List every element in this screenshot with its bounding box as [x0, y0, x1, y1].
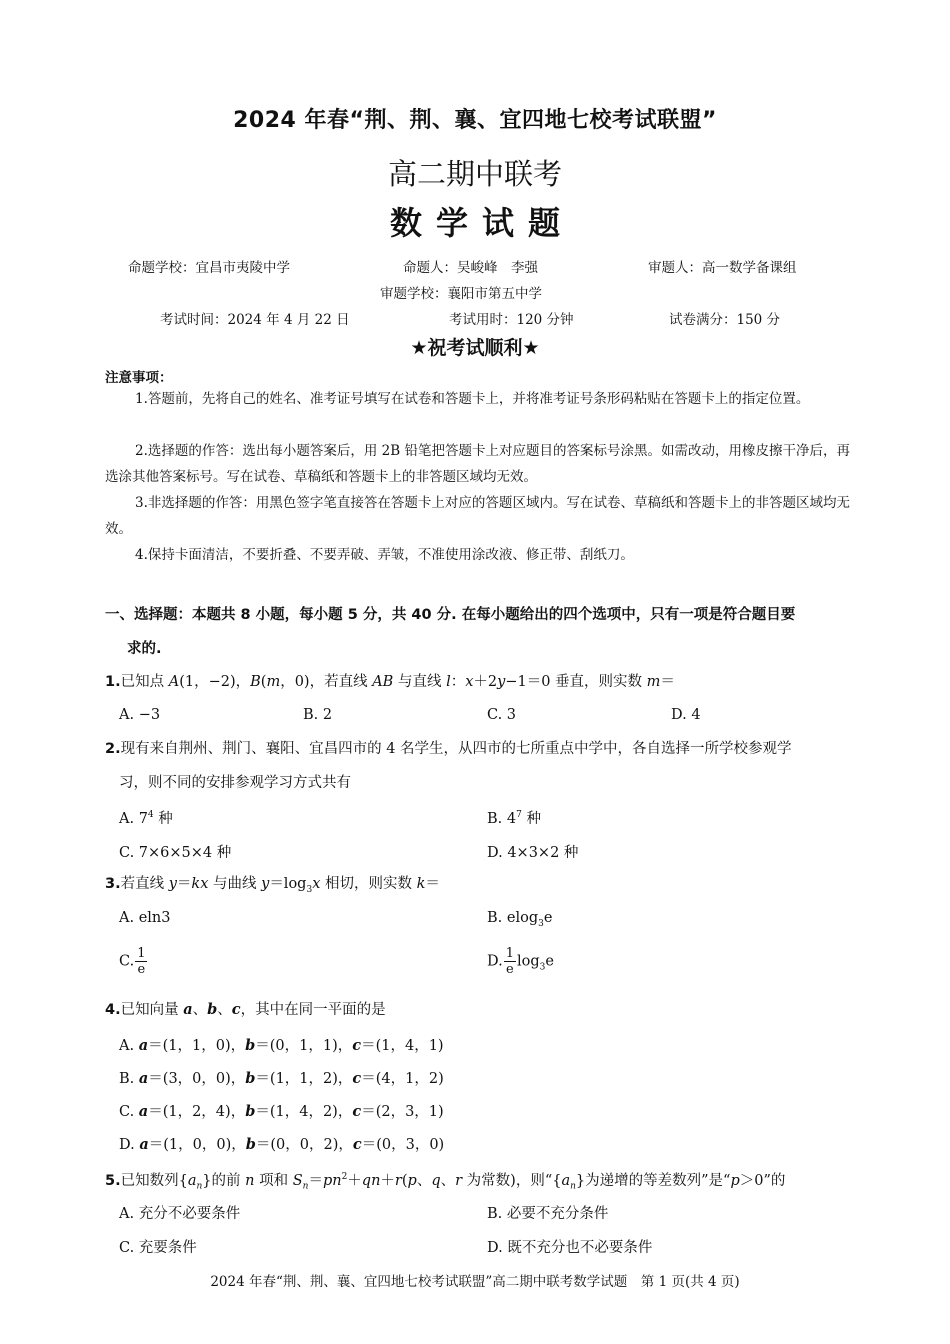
vector-symbol: a: [138, 1037, 149, 1054]
q-text: 已知向量: [120, 1002, 184, 1018]
exam-duration: 考试用时：120 分钟: [449, 312, 574, 328]
question-number: 2.: [105, 741, 121, 757]
note-item: 1.答题前，先将自己的姓名、准考证号填写在试卷和答题卡上，并将准考证号条形码粘贴在答题卡上的指定位置。: [135, 391, 810, 407]
q-text: ，0)，若直线: [280, 674, 373, 690]
vector-value: (1，1，2)，: [269, 1071, 353, 1087]
section-heading-line1: 一、选择题：本题共 8 小题，每小题 5 分，共 40 分. 在每小题给出的四个选项中，只有一项是符合题目要: [105, 607, 796, 623]
fraction-numerator: 1: [505, 946, 514, 961]
note-item: 3.非选择题的作答：用黑色签字笔直接答在答题卡上对应的答题区域内。写在试卷、草稿纸和答题卡上的非答题区域均无效。: [105, 495, 850, 537]
q-var: m: [266, 674, 281, 690]
vector-value: (0，3，0): [376, 1137, 445, 1153]
q-text: 、: [440, 1172, 456, 1189]
notes-heading: 注意事项：: [105, 370, 173, 386]
q-var: a: [187, 1172, 197, 1189]
log-base: 3: [306, 884, 313, 895]
vector-symbol: b: [207, 1001, 218, 1018]
log-base: 3: [539, 962, 546, 973]
question-number: 4.: [105, 1002, 121, 1018]
q-text: 习，则不同的安排参观学习方式共有: [119, 775, 351, 791]
vector-symbol: a: [139, 1136, 149, 1153]
q-text: 、: [192, 1002, 208, 1018]
q-text: ＋2: [473, 674, 498, 690]
q-text: }为递增的等差数列”是“: [575, 1172, 731, 1189]
vector-value: (1，4，2)，: [269, 1104, 353, 1120]
vector-symbol: c: [231, 1001, 241, 1018]
q-var: y: [261, 876, 270, 892]
option-a[interactable]: A. a＝(1，1，0)，b＝(0，1，1)，c＝(1，4，1): [119, 1037, 444, 1054]
option-text: A. 7: [119, 811, 148, 827]
q-var: pn: [322, 1172, 342, 1189]
q-text: ＝: [308, 1172, 323, 1189]
option-exponent: 4: [147, 810, 154, 821]
question-1: [105, 665, 850, 699]
q-text: }的前: [202, 1172, 246, 1189]
option-b[interactable]: B. 2: [303, 707, 333, 723]
q-text: 若直线: [120, 876, 169, 892]
log-base: 3: [538, 918, 544, 929]
q-var: x: [312, 876, 321, 892]
q-var: p: [730, 1172, 740, 1189]
page-footer: 2024 年春“荆、荆、襄、宜四地七校考试联盟”高二期中联考数学试题 第 1 页(共 4 页): [210, 1274, 740, 1290]
fraction: [504, 946, 516, 977]
option-a[interactable]: [119, 807, 173, 828]
q-subscript: n: [302, 1181, 309, 1192]
q-text: (: [401, 1172, 408, 1189]
vector-value: (0，1，1)，: [269, 1038, 353, 1054]
alliance-title: 2024 年春“荆、荆、襄、宜四地七校考试联盟”: [233, 108, 717, 133]
q-var: n: [245, 1172, 255, 1189]
q-var: S: [292, 1172, 303, 1189]
vector-symbol: c: [352, 1103, 362, 1120]
option-text: 种: [153, 811, 173, 827]
option-text: B. 4: [487, 811, 517, 827]
q-text: 为常数)，则“{: [462, 1172, 562, 1189]
note-item: 2.选择题的作答：选出每小题答案后，用 2B 铅笔把答题卡上对应题目的答案标号涂黑。如需改动，用橡皮擦干净后，再选涂其他答案标号。写在试卷、草稿纸和答题卡上的非答题区域均无效。: [105, 443, 850, 485]
q-text: ＋: [380, 1172, 395, 1189]
vector-value: (2，3，1): [375, 1104, 444, 1120]
section-heading-line2: 求的.: [127, 641, 162, 657]
option-d[interactable]: D. 既不充分也不必要条件: [487, 1240, 653, 1256]
option-b[interactable]: B. a＝(3，0，0)，b＝(1，1，2)，c＝(4，1，2): [119, 1070, 444, 1087]
q-text: 、: [416, 1172, 432, 1189]
question-4: [105, 993, 850, 1027]
option-c[interactable]: C. a＝(1，2，4)，b＝(1，4，2)，c＝(2，3，1): [119, 1103, 444, 1120]
vector-value: (1，1，0)，: [162, 1038, 246, 1054]
option-a[interactable]: A. −3: [119, 707, 161, 723]
vector-symbol: b: [245, 1070, 256, 1087]
full-score: 试卷满分：150 分: [669, 312, 781, 328]
option-b[interactable]: [487, 910, 552, 929]
q-text: ＝: [660, 674, 675, 690]
q-text: ＞0”的: [739, 1172, 786, 1189]
q-var: r: [394, 1172, 402, 1189]
option-exponent: 7: [516, 810, 522, 821]
q-text: ＋: [347, 1172, 362, 1189]
option-d[interactable]: D. 4×3×2 种: [487, 845, 579, 861]
option-label: D.: [119, 1137, 140, 1153]
q-var: y: [168, 876, 177, 892]
option-d[interactable]: [487, 946, 554, 977]
q-text: ＝log: [269, 876, 307, 892]
question-number: 5.: [105, 1172, 121, 1189]
option-c[interactable]: [119, 946, 148, 977]
option-d[interactable]: D. 4: [671, 707, 701, 723]
question-5: [105, 1160, 850, 1204]
subject-title: 数学试题: [389, 204, 574, 242]
vector-symbol: c: [352, 1136, 362, 1153]
q-text: −1＝0 垂直，则实数: [505, 674, 647, 690]
option-a[interactable]: A. 充分不必要条件: [119, 1206, 241, 1222]
q-text: 已知点: [120, 674, 169, 690]
q-text: ，其中在同一平面的是: [240, 1002, 386, 1018]
option-label: C.: [119, 953, 135, 970]
option-text: e: [543, 910, 553, 926]
option-text: B. elog: [487, 910, 539, 926]
option-label: D.: [487, 953, 503, 970]
q-subscript: n: [196, 1181, 203, 1192]
vector-value: (1，0，0)，: [163, 1137, 246, 1153]
q-var: x: [465, 674, 474, 690]
exam-date: 考试时间：2024 年 4 月 22 日: [160, 312, 350, 328]
q-text: 项和: [254, 1172, 293, 1189]
note-item: 4.保持卡面清洁，不要折叠、不要弄破、弄皱，不准使用涂改液、修正带、刮纸刀。: [135, 547, 634, 563]
q-var: q: [431, 1172, 441, 1189]
q-text: ＝: [425, 876, 440, 892]
q-var: AB: [372, 674, 394, 690]
option-text: 种: [521, 811, 541, 827]
option-c[interactable]: C. 充要条件: [119, 1240, 197, 1256]
option-label: A.: [119, 1038, 139, 1054]
question-number: 3.: [105, 876, 121, 892]
vector-symbol: b: [245, 1037, 256, 1054]
option-text: log: [517, 953, 540, 970]
q-var: r: [455, 1172, 463, 1189]
q-text: 、: [217, 1002, 232, 1018]
q-text: 现有来自荆州、荆门、襄阳、宜昌四市的 4 名学生，从四市的七所重点中学中，各自选择一所学校参观学: [120, 741, 792, 757]
proposers: 命题人：吴峻峰 李强: [403, 260, 538, 276]
question-2: [105, 732, 850, 800]
q-text: ＝: [176, 876, 192, 892]
q-exponent: 2: [341, 1172, 348, 1182]
reviewers: 审题人：高一数学备课组: [648, 260, 797, 276]
q-var: l: [446, 674, 451, 690]
q-text: (1，−2)，: [179, 674, 251, 690]
exam-name: 高二期中联考: [387, 157, 562, 191]
vector-symbol: c: [352, 1070, 362, 1087]
option-d[interactable]: D. a＝(1，0，0)，b＝(0，0，2)，c＝(0，3，0): [119, 1136, 445, 1153]
vector-symbol: a: [138, 1103, 149, 1120]
question-number: 1.: [105, 674, 121, 690]
vector-symbol: b: [245, 1136, 256, 1153]
section-heading: [105, 598, 850, 666]
fraction-numerator: 1: [137, 946, 146, 961]
option-label: C.: [119, 1104, 139, 1120]
q-var: m: [646, 674, 661, 690]
fraction: [135, 946, 147, 977]
option-c[interactable]: C. 3: [487, 707, 517, 723]
reviewing-school: 审题学校：襄阳市第五中学: [380, 286, 542, 302]
vector-value: (1，4，1): [375, 1038, 444, 1054]
q-var: k: [416, 876, 426, 892]
q-subscript: n: [570, 1181, 576, 1192]
q-text: 已知数列{: [120, 1172, 188, 1189]
vector-value: (4，1，2): [375, 1071, 444, 1087]
option-b[interactable]: B. 必要不充分条件: [487, 1206, 609, 1222]
option-text: e: [545, 953, 554, 970]
vector-symbol: b: [245, 1103, 256, 1120]
q-text: 与直线: [393, 674, 447, 690]
q-var: kx: [191, 876, 209, 892]
q-text: 与曲线: [208, 876, 262, 892]
vector-value: (0，0，2)，: [270, 1137, 353, 1153]
q-var: B: [250, 674, 261, 690]
q-text: 相切，则实数: [320, 876, 417, 892]
vector-symbol: a: [138, 1070, 149, 1087]
fraction-denominator: e: [137, 962, 146, 977]
q-var: qn: [361, 1172, 381, 1189]
vector-symbol: a: [183, 1001, 193, 1018]
q-var: A: [168, 674, 180, 690]
option-label: B.: [119, 1071, 139, 1087]
question-3: [105, 867, 850, 907]
option-b[interactable]: [487, 807, 541, 828]
option-c[interactable]: C. 7×6×5×4 种: [119, 845, 232, 861]
q-var: y: [497, 674, 506, 690]
vector-value: (1，2，4)，: [162, 1104, 246, 1120]
proposing-school: 命题学校：宜昌市夷陵中学: [128, 260, 290, 276]
vector-symbol: c: [352, 1037, 362, 1054]
q-var: a: [561, 1172, 571, 1189]
q-text: ：: [450, 674, 466, 690]
fraction-denominator: e: [506, 962, 514, 977]
option-a[interactable]: A. eln3: [119, 910, 171, 926]
q-var: p: [407, 1172, 417, 1189]
vector-value: (3，0，0)，: [162, 1071, 246, 1087]
q-text: (: [260, 674, 267, 690]
good-luck-banner: ★祝考试顺利★: [410, 337, 540, 359]
